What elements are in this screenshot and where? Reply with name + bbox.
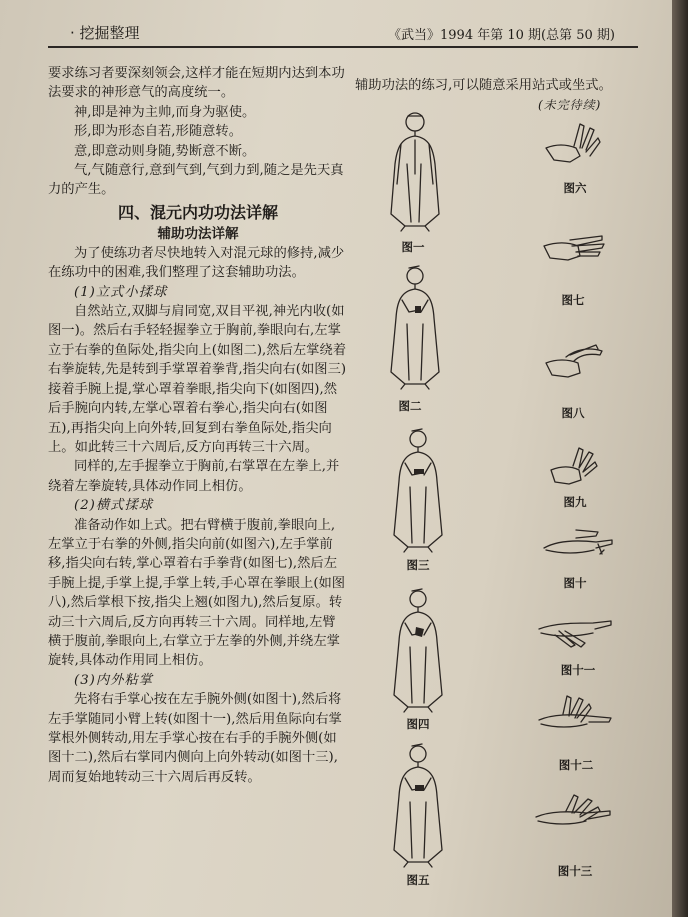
figure-13-hand-illustration [530, 785, 620, 840]
figure-1-standing-illustration [375, 104, 455, 234]
paragraph: 同样的,左手握拳立于胸前,右掌罩在左拳上,并绕着左拳旋转,具体动作同上相仿。 [48, 459, 340, 494]
exercise-title: (1)立式小揉球 [74, 284, 168, 300]
figure-4-caption: 图四 [406, 717, 430, 731]
paragraph: 意,即意动则身随,势断意不断。 [74, 143, 256, 159]
header-rule [48, 46, 638, 48]
to-be-continued: (未完待续) [538, 98, 602, 112]
figure-1-caption: 图一 [401, 240, 425, 254]
exercise-title: (3)内外粘掌 [74, 672, 154, 688]
figure-2-standing-illustration [375, 262, 455, 392]
figure-5-caption: 图五 [406, 873, 430, 887]
figure-6-hand-illustration [540, 118, 610, 173]
paragraph: 气,气随意行,意到气到,气到力到,随之是先天真力的产生。 [48, 163, 344, 198]
journal-issue: 《武当》1994 年第 10 期(总第 50 期) [388, 28, 615, 43]
figure-13-caption: 图十三 [557, 864, 593, 878]
figure-10-caption: 图十 [563, 576, 587, 590]
figure-3-standing-illustration [378, 425, 458, 555]
figure-10-hand-illustration [538, 520, 618, 565]
paragraph: 先将右手掌心按在左手腕外侧(如图十),然后将左手掌随同小臂上转(如图十一),然后用鱼际向右掌掌根外侧转动,用左手掌心按在右手的手腕外侧(如图十二),然后右掌同内侧向上向外转动(如图十三),周而复始地转动三十六周后再反转。 [48, 692, 342, 785]
figure-9-hand-illustration [545, 440, 610, 490]
paragraph: 准备动作如上式。把右臂横于腹前,拳眼向上,左掌立于右拳的外侧,指尖向前(如图六),左手掌前移,指尖向右转,掌心罩着右手拳背(如图七),然后左手腕上提,手掌上提,手掌上转,手心罩在拳眼上(如图八),然后掌根下按,指尖上翘(如图九),然后复原。转动三十六周后,反方向再转三十六周。同样地,左臂横于腹前,拳眼向上,右掌立于左拳的外侧,并绕左掌旋转,具体动作用同上相仿。 [48, 517, 346, 669]
figure-11-hand-illustration [535, 605, 615, 655]
left-text-column [48, 64, 348, 787]
paragraph: 形,即为形态自若,形随意转。 [74, 124, 243, 140]
sub-heading: 辅助功法详解 [157, 225, 239, 242]
book-spine-edge [672, 0, 688, 917]
paragraph: 自然站立,双脚与肩同宽,双目平视,神光内收(如图一)。然后右手轻轻握拳立于胸前,拳眼向右,左掌立于右拳的鱼际处,指尖向上(如图二),然后左掌绕着右拳旋转,先是转到手掌罩着拳背,指尖向右(如图三)接着手腕上提,掌心罩着拳眼,指尖向下(如图四),然后手腕向内转,左掌心罩着右拳心,指尖向右(如图五),再指尖向上向外转,回复到右拳鱼际处,指尖向上。如此转三十六周后,反方向再转三十六周。 [48, 304, 347, 455]
figure-6-caption: 图六 [563, 181, 587, 195]
figure-4-standing-illustration [378, 585, 458, 715]
figure-12-caption: 图十二 [558, 758, 594, 772]
figure-12-hand-illustration [533, 690, 618, 745]
figure-3-caption: 图三 [406, 558, 430, 572]
paragraph: 神,即是神为主帅,而身为驱使。 [74, 104, 256, 120]
figure-7-caption: 图七 [561, 293, 585, 307]
section-heading: 四、混元内功功法详解 [117, 202, 278, 222]
figure-8-caption: 图八 [561, 406, 585, 420]
right-intro-text: 辅助功法的练习,可以随意采用站式或坐式。 [355, 78, 612, 93]
figure-11-caption: 图十一 [560, 663, 596, 677]
exercise-title: (2)横式揉球 [74, 498, 154, 514]
figure-2-caption: 图二 [398, 399, 422, 413]
figure-7-hand-illustration [540, 220, 610, 270]
figure-5-standing-illustration [378, 740, 458, 870]
section-label: · 挖掘整理 [70, 24, 140, 42]
paragraph: 要求练习者要深刻领会,这样才能在短期内达到本功法要求的神形意气的高度统一。 [48, 66, 345, 101]
figure-8-hand-illustration [540, 335, 610, 385]
paragraph: 为了使练功者尽快地转入对混元球的修持,减少在练功中的困难,我们整理了这套辅助功法。 [48, 245, 345, 281]
figure-9-caption: 图九 [563, 495, 587, 509]
